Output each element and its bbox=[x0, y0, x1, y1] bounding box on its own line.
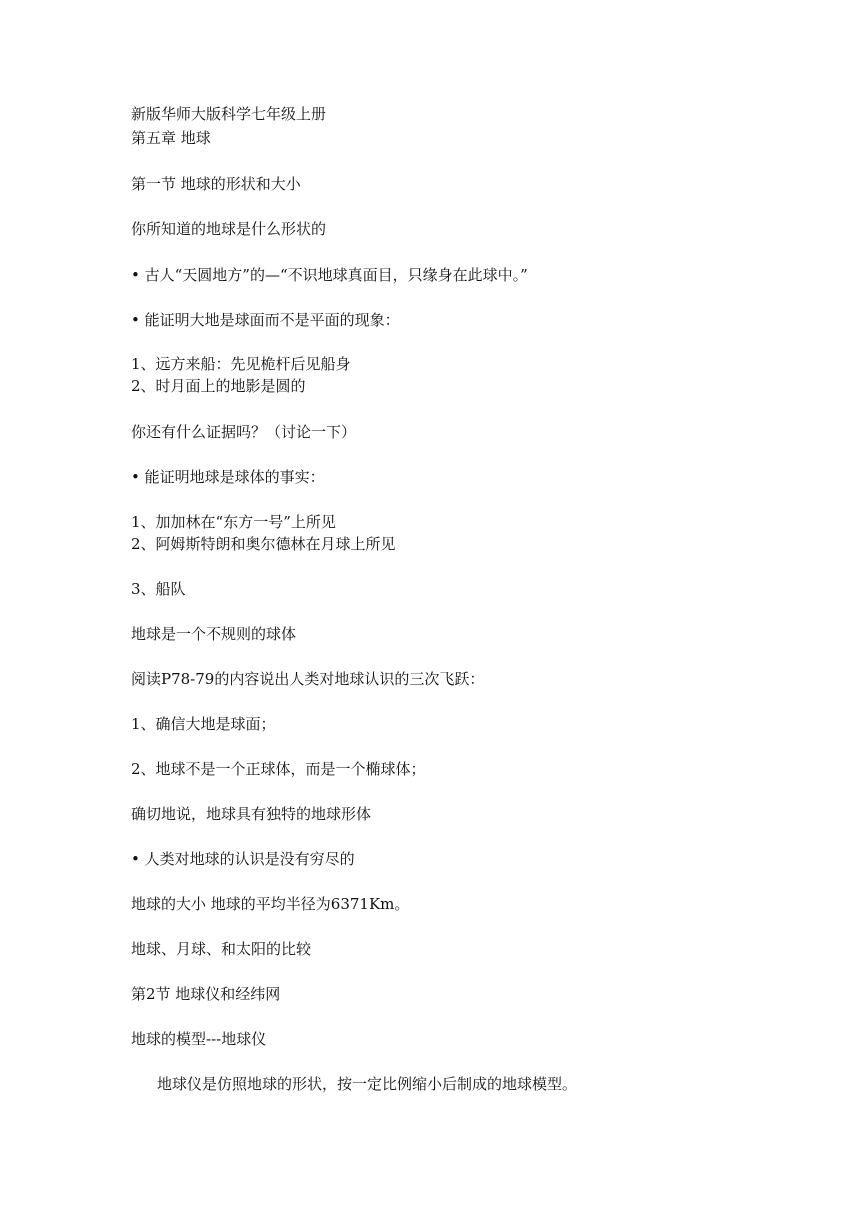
paragraph-model: 地球的模型---地球仪 bbox=[131, 1030, 267, 1048]
list-item-5: 3、船队 bbox=[131, 580, 186, 598]
chapter-title: 第五章 地球 bbox=[131, 129, 211, 147]
list-item-3: 1、加加林在“东方一号”上所见 bbox=[131, 513, 336, 531]
paragraph-globe-definition: 地球仪是仿照地球的形状，按一定比例缩小后制成的地球模型。 bbox=[157, 1075, 578, 1093]
paragraph-irregular: 地球是一个不规则的球体 bbox=[131, 625, 297, 643]
list-item-6: 1、确信大地是球面； bbox=[131, 715, 276, 733]
bullet-facts-heading: • 能证明地球是球体的事实： bbox=[131, 468, 325, 486]
paragraph-question: 你所知道的地球是什么形状的 bbox=[131, 220, 327, 238]
paragraph-discussion: 你还有什么证据吗？（讨论一下） bbox=[131, 423, 357, 441]
bullet-ancient-view: • 古人“天圆地方”的—“不识地球真面目，只缘身在此球中。” bbox=[131, 266, 528, 284]
paragraph-reading: 阅读P78-79的内容说出人类对地球认识的三次飞跃： bbox=[131, 670, 485, 688]
paragraph-size: 地球的大小 地球的平均半径为6371Km。 bbox=[131, 895, 410, 913]
bullet-evidence-heading: • 能证明大地是球面而不是平面的现象： bbox=[131, 311, 400, 329]
list-item-7: 2、地球不是一个正球体，而是一个椭球体； bbox=[131, 760, 426, 778]
section-title-2: 第2节 地球仪和经纬网 bbox=[131, 985, 281, 1003]
list-item-1: 1、远方来船：先见桅杆后见船身 bbox=[131, 355, 351, 373]
paragraph-comparison: 地球、月球、和太阳的比较 bbox=[131, 940, 312, 958]
bullet-endless: • 人类对地球的认识是没有穷尽的 bbox=[131, 850, 355, 868]
paragraph-exact: 确切地说，地球具有独特的地球形体 bbox=[131, 805, 372, 823]
book-title: 新版华师大版科学七年级上册 bbox=[131, 105, 327, 123]
list-item-4: 2、阿姆斯特朗和奥尔德林在月球上所见 bbox=[131, 535, 396, 553]
list-item-2: 2、时月面上的地影是圆的 bbox=[131, 377, 306, 395]
section-title-1: 第一节 地球的形状和大小 bbox=[131, 175, 301, 193]
